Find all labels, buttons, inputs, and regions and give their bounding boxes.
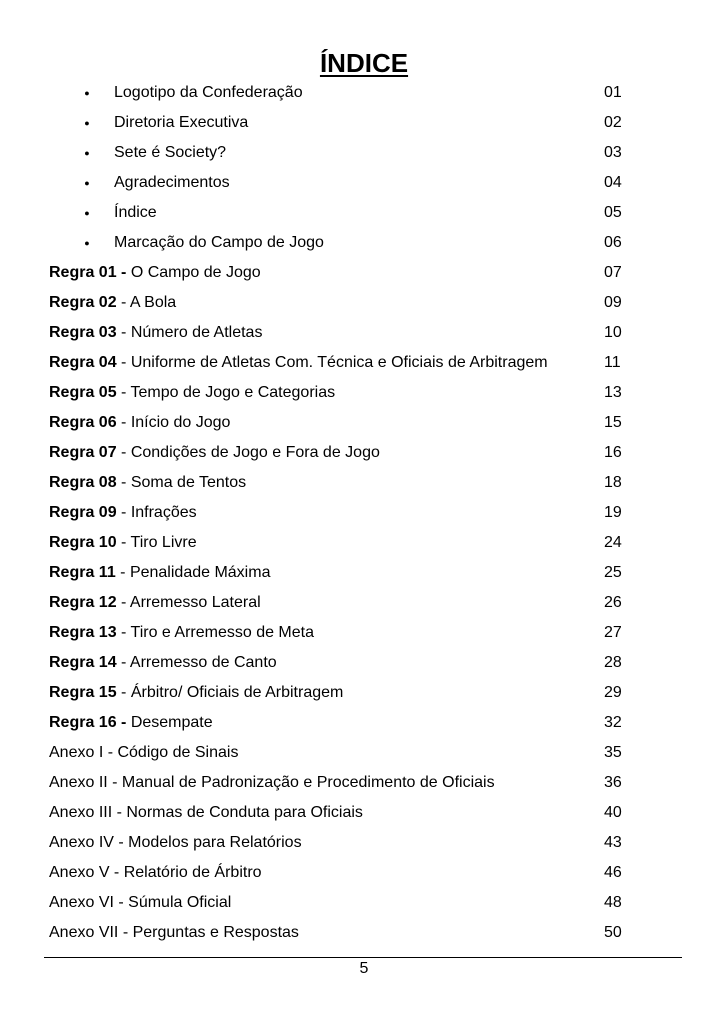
rule-number: Regra 14 (49, 654, 117, 671)
toc-rule-entry (0, 318, 728, 348)
toc-annex-entry (0, 738, 728, 768)
toc-entry-label: Diretoria Executiva (114, 114, 249, 131)
rule-title: - Soma de Tentos (116, 474, 247, 491)
rule-number: Regra 08 (49, 474, 117, 491)
toc-entry-label (49, 618, 314, 648)
toc-rule-entry (0, 258, 728, 288)
toc-page-number: 07 (604, 264, 622, 281)
toc-page-number: 18 (604, 474, 622, 491)
rule-number: Regra 04 (49, 354, 117, 371)
toc-page-number: 50 (604, 924, 622, 941)
toc-entry-label (49, 288, 176, 318)
toc-entry-label (49, 558, 270, 588)
page-title-text: ÍNDICE (319, 48, 409, 78)
bullet-icon (80, 108, 94, 138)
toc-entry-label (49, 588, 261, 618)
toc-page-number: 29 (604, 684, 622, 701)
rule-title: - Arremesso Lateral (116, 594, 261, 611)
toc-page-number: 11 (604, 354, 621, 371)
toc-page-number: 01 (604, 84, 622, 101)
toc-page-number: 48 (604, 894, 622, 911)
toc-page-number: 28 (604, 654, 622, 671)
toc-bullet-entry (0, 108, 728, 138)
toc-page-number: 26 (604, 594, 622, 611)
toc-annex-entry (0, 768, 728, 798)
toc-annex-entry (0, 828, 728, 858)
toc-page-number: 06 (604, 234, 622, 251)
toc-rule-entry (0, 498, 728, 528)
rule-number: Regra 05 (49, 384, 117, 401)
toc-entry-label (49, 378, 335, 408)
toc-entry-label: Anexo VII - Perguntas e Respostas (49, 924, 299, 941)
toc-entry-label (49, 528, 197, 558)
rule-title: - Tiro e Arremesso de Meta (116, 624, 314, 641)
rule-title: - Uniforme de Atletas Com. Técnica e Oficiais de Arbitragem (116, 354, 548, 371)
toc-rule-entry (0, 288, 728, 318)
toc-rule-entry (0, 588, 728, 618)
rule-number: Regra 07 (49, 444, 117, 461)
toc-entry-label: Anexo II - Manual de Padronização e Procedimento de Oficiais (49, 774, 495, 791)
toc-page-number: 02 (604, 114, 622, 131)
rule-number: Regra 06 (49, 414, 117, 431)
footer-divider (44, 957, 682, 958)
footer-page-number: 5 (359, 960, 369, 977)
rule-title: - Condições de Jogo e Fora de Jogo (116, 444, 380, 461)
toc-page-number: 40 (604, 804, 622, 821)
toc-bullet-entry (0, 198, 728, 228)
toc-annex-entry (0, 888, 728, 918)
toc-rule-entry (0, 708, 728, 738)
toc-entry-label: Anexo VI - Súmula Oficial (49, 894, 232, 911)
toc-page-number: 32 (604, 714, 622, 731)
toc-entry-label (49, 438, 380, 468)
rule-number: Regra 09 (49, 504, 117, 521)
toc-rule-entry (0, 438, 728, 468)
rule-number: Regra 13 (49, 624, 117, 641)
toc-rule-entry (0, 348, 728, 378)
toc-page-number: 04 (604, 174, 622, 191)
toc-entry-label: Anexo III - Normas de Conduta para Oficiais (49, 804, 363, 821)
rule-number: Regra 11 (49, 564, 116, 581)
toc-rule-entry (0, 648, 728, 678)
toc-entry-label: Marcação do Campo de Jogo (114, 234, 324, 251)
toc-page-number: 19 (604, 504, 622, 521)
bullet-icon (80, 228, 94, 258)
toc-page-number: 03 (604, 144, 622, 161)
toc-page-number: 13 (604, 384, 622, 401)
toc-entry-label (49, 348, 548, 378)
toc-page-number: 15 (604, 414, 622, 431)
page-title (0, 48, 728, 79)
toc-page-number: 46 (604, 864, 622, 881)
toc-entry-label (49, 678, 343, 708)
rule-title: - Arremesso de Canto (116, 654, 277, 671)
rule-title: - Árbitro/ Oficiais de Arbitragem (116, 684, 344, 701)
rule-number: Regra 10 (49, 534, 117, 551)
rule-title: - Penalidade Máxima (115, 564, 271, 581)
toc-bullet-entry (0, 138, 728, 168)
bullet-icon (80, 78, 94, 108)
toc-entry-label: Anexo V - Relatório de Árbitro (49, 864, 262, 881)
rule-title: Desempate (126, 714, 213, 731)
toc-page-number: 36 (604, 774, 622, 791)
toc-entry-label (49, 258, 261, 288)
toc-page-number: 05 (604, 204, 622, 221)
bullet-icon (80, 198, 94, 228)
toc-page-number: 27 (604, 624, 622, 641)
toc-annex-entry (0, 918, 728, 948)
toc-rule-entry (0, 378, 728, 408)
toc-entry-label (49, 468, 246, 498)
rule-number: Regra 12 (49, 594, 117, 611)
rule-number: Regra 02 (49, 294, 117, 311)
toc-page-number: 43 (604, 834, 622, 851)
toc-bullet-entry (0, 78, 728, 108)
toc-page-number: 09 (604, 294, 622, 311)
toc-entry-label: Logotipo da Confederação (114, 84, 303, 101)
toc-bullet-entry (0, 228, 728, 258)
toc-annex-entry (0, 858, 728, 888)
toc-rule-entry (0, 558, 728, 588)
toc-page-number: 35 (604, 744, 622, 761)
toc-entry-label: Anexo IV - Modelos para Relatórios (49, 834, 302, 851)
rule-title: - Tempo de Jogo e Categorias (116, 384, 336, 401)
toc-rule-entry (0, 408, 728, 438)
toc-page-number: 25 (604, 564, 622, 581)
toc-entry-label (49, 648, 277, 678)
bullet-icon (80, 168, 94, 198)
toc-page-number: 16 (604, 444, 622, 461)
rule-title: O Campo de Jogo (126, 264, 261, 281)
toc-entry-label (49, 708, 213, 738)
toc-entry-label (49, 408, 230, 438)
rule-number: Regra 01 - (49, 264, 127, 281)
toc-page-number: 10 (604, 324, 622, 341)
toc-bullet-entry (0, 168, 728, 198)
toc-page-number: 24 (604, 534, 622, 551)
toc-entry-label: Índice (114, 204, 157, 221)
rule-number: Regra 16 - (49, 714, 127, 731)
toc-entry-label: Agradecimentos (114, 174, 230, 191)
table-of-contents (0, 78, 728, 948)
toc-entry-label: Sete é Society? (114, 144, 227, 161)
rule-title: - Número de Atletas (116, 324, 263, 341)
toc-rule-entry (0, 618, 728, 648)
bullet-icon (80, 138, 94, 168)
rule-title: - Início do Jogo (116, 414, 231, 431)
toc-rule-entry (0, 468, 728, 498)
rule-number: Regra 15 (49, 684, 117, 701)
rule-number: Regra 03 (49, 324, 117, 341)
rule-title: - Infrações (116, 504, 197, 521)
toc-rule-entry (0, 678, 728, 708)
toc-entry-label (49, 498, 197, 528)
toc-annex-entry (0, 798, 728, 828)
toc-entry-label: Anexo I - Código de Sinais (49, 744, 239, 761)
rule-title: - A Bola (116, 294, 177, 311)
toc-entry-label (49, 318, 262, 348)
toc-rule-entry (0, 528, 728, 558)
rule-title: - Tiro Livre (116, 534, 197, 551)
